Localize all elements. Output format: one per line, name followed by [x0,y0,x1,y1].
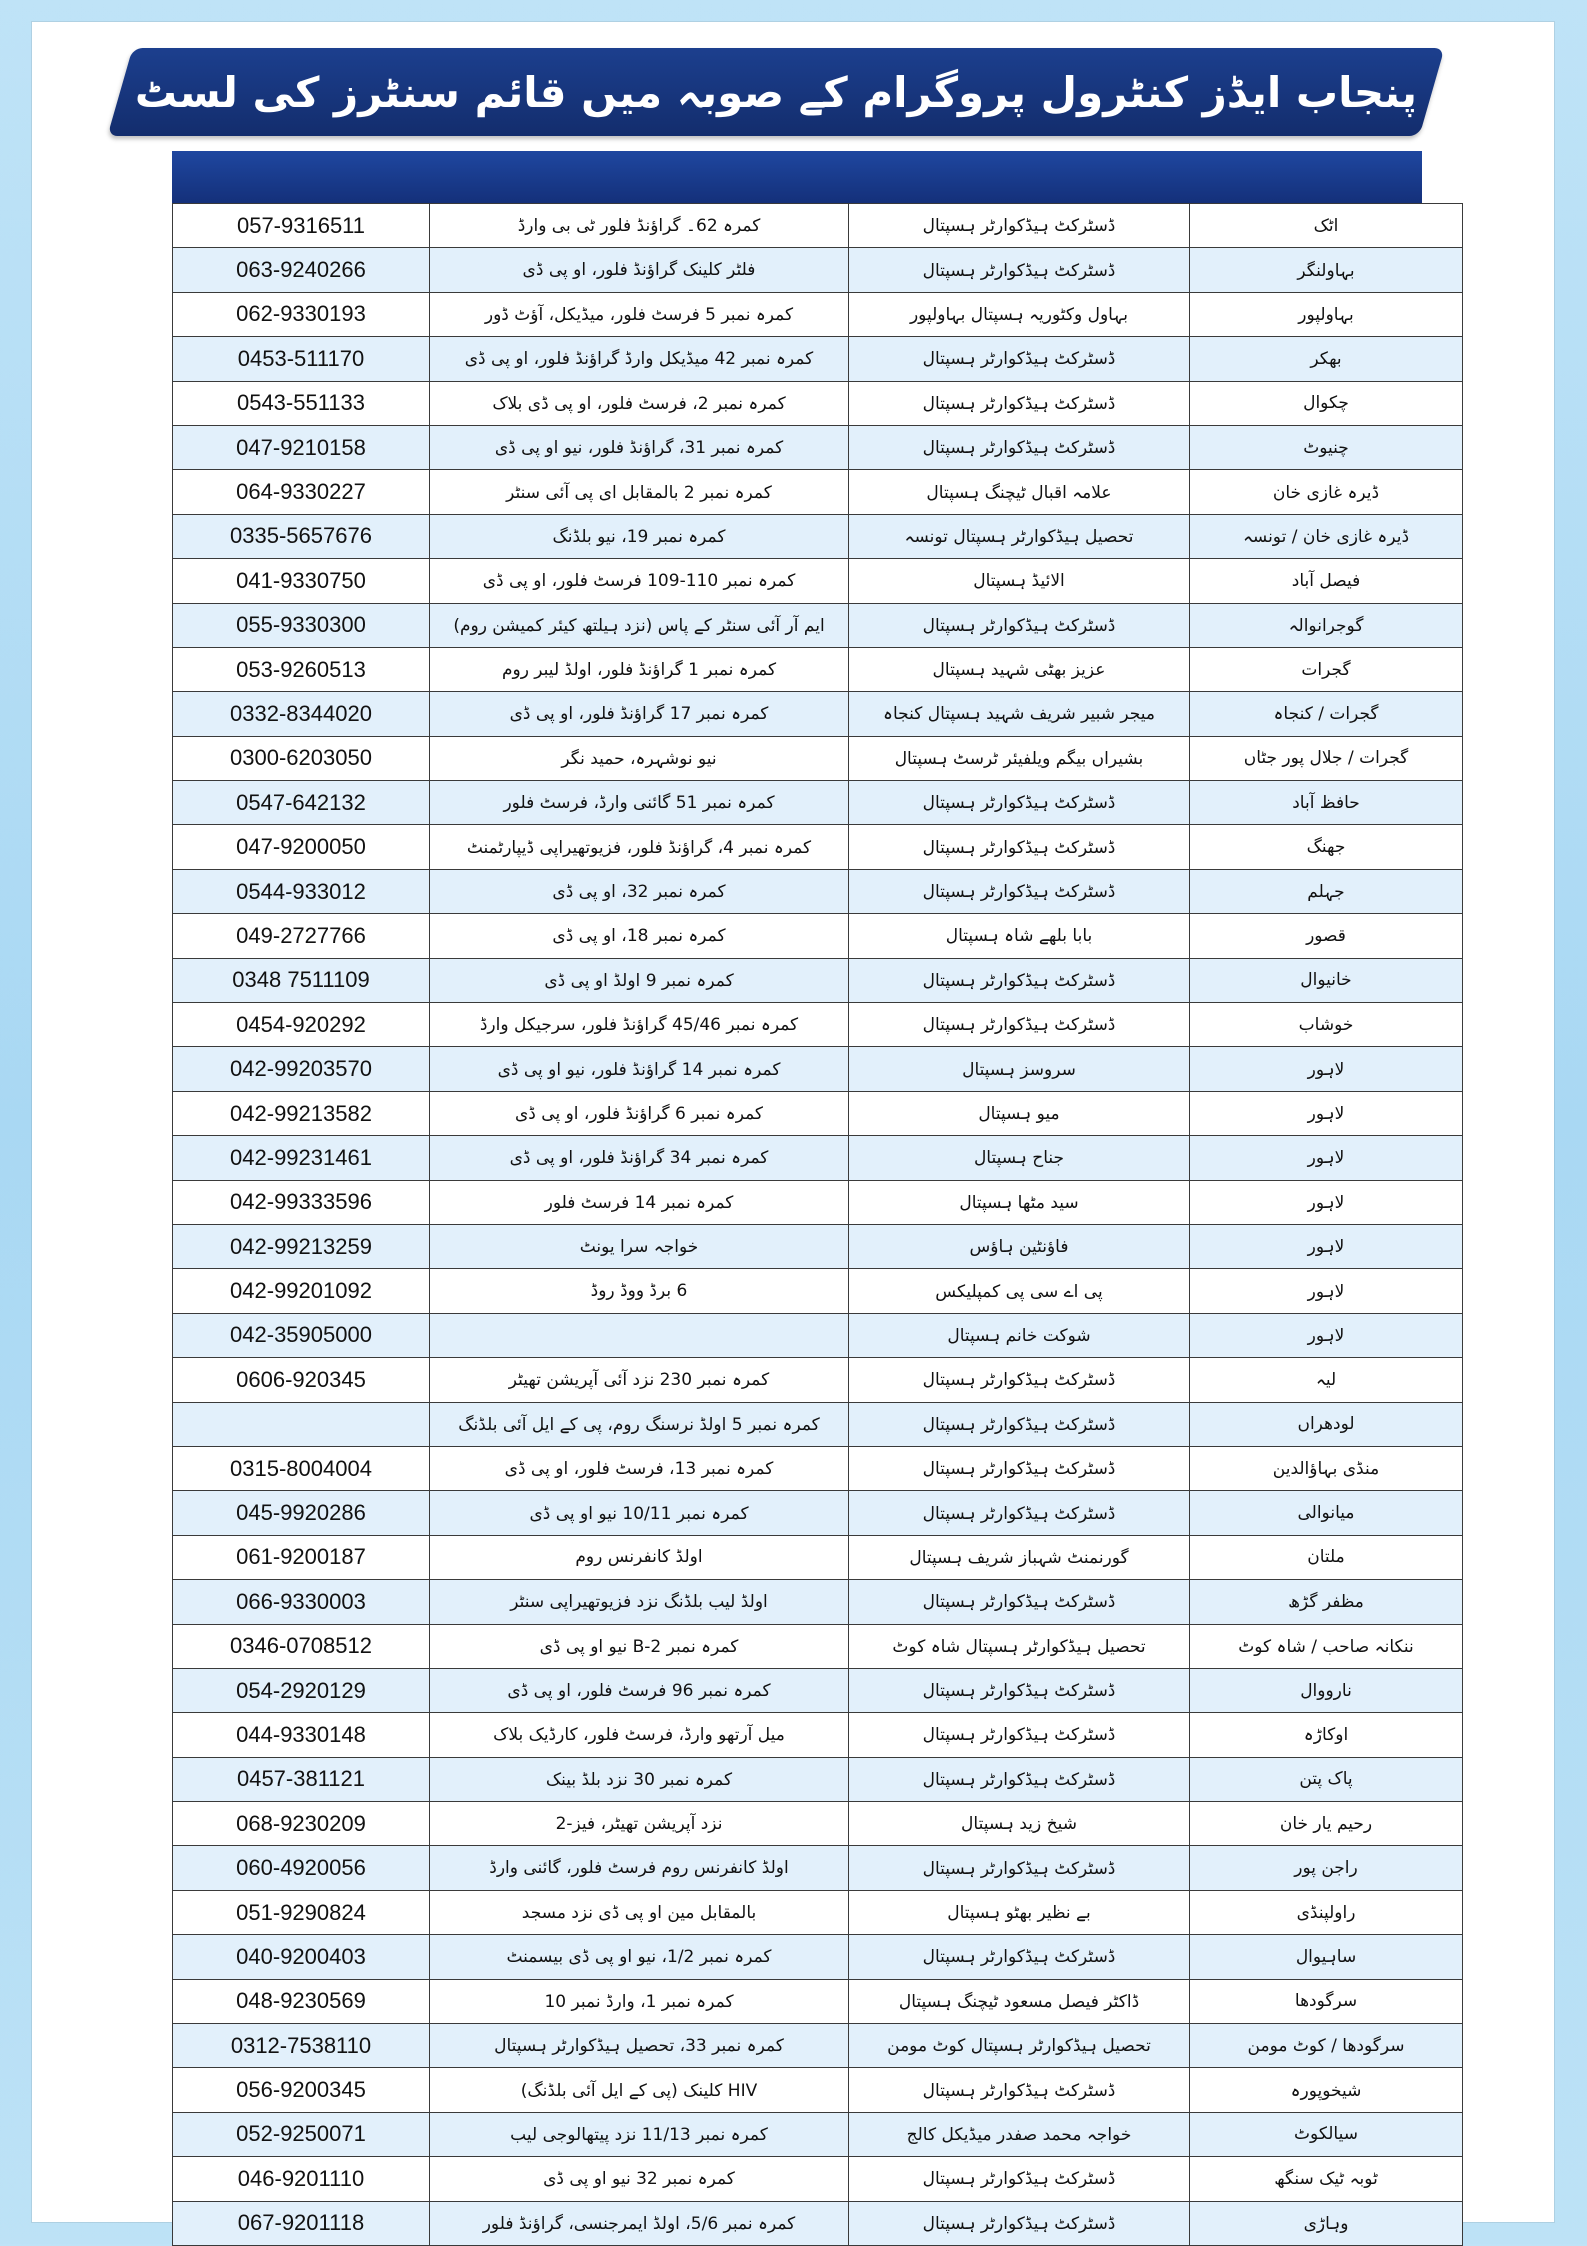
hospital-cell: بابا بلھے شاہ ہسپتال [849,914,1190,958]
address-cell: ایم آر آئی سنٹر کے پاس (نزد ہیلتھ کیئر کمیشن روم) [430,603,849,647]
hospital-cell: ڈسٹرکٹ ہیڈکوارٹر ہسپتال [849,1846,1190,1890]
district-cell: بہاولنگر [1190,248,1463,292]
address-cell: 6 برڈ ووڈ روڈ [430,1269,849,1313]
phone-cell: 053-9260513 [173,647,430,691]
address-cell: کمرہ نمبر 19، نیو بلڈنگ [430,514,849,558]
address-cell: اولڈ لیب بلڈنگ نزد فزیوتھیراپی سنٹر [430,1580,849,1624]
phone-cell: 068-9230209 [173,1802,430,1846]
address-cell: بالمقابل مین او پی ڈی نزد مسجد [430,1890,849,1934]
address-cell: کمرہ نمبر 30 نزد بلڈ بینک [430,1757,849,1801]
district-cell: لاہور [1190,1313,1463,1357]
hospital-cell: ڈسٹرکٹ ہیڈکوارٹر ہسپتال [849,248,1190,292]
centers-table [172,203,1463,2246]
phone-cell: 042-99203570 [173,1047,430,1091]
hospital-cell: علامہ اقبال ٹیچنگ ہسپتال [849,470,1190,514]
centers-table-wrapper [172,151,1422,2246]
hospital-cell: ڈسٹرکٹ ہیڈکوارٹر ہسپتال [849,1668,1190,1712]
table-row [173,2157,1463,2201]
table-header-bar [172,151,1422,203]
phone-cell: 042-99231461 [173,1136,430,1180]
table-row [173,337,1463,381]
phone-cell: 047-9200050 [173,825,430,869]
hospital-cell: ڈسٹرکٹ ہیڈکوارٹر ہسپتال [849,204,1190,248]
hospital-cell: ڈسٹرکٹ ہیڈکوارٹر ہسپتال [849,381,1190,425]
phone-cell: 042-99333596 [173,1180,430,1224]
district-cell: ڈیرہ غازی خان [1190,470,1463,514]
district-cell: لاہور [1190,1136,1463,1180]
phone-cell: 045-9920286 [173,1491,430,1535]
district-cell: لودھراں [1190,1402,1463,1446]
hospital-cell: ڈسٹرکٹ ہیڈکوارٹر ہسپتال [849,2157,1190,2201]
hospital-cell: ڈسٹرکٹ ہیڈکوارٹر ہسپتال [849,825,1190,869]
phone-cell: 0453-511170 [173,337,430,381]
table-row [173,204,1463,248]
phone-cell: 062-9330193 [173,292,430,336]
table-row [173,1313,1463,1357]
hospital-cell: الائیڈ ہسپتال [849,559,1190,603]
address-cell: کمرہ نمبر 2، فرسٹ فلور، او پی ڈی بلاک [430,381,849,425]
district-cell: لاہور [1190,1224,1463,1268]
district-cell: راجن پور [1190,1846,1463,1890]
hospital-cell: تحصیل ہیڈکوارٹر ہسپتال تونسہ [849,514,1190,558]
hospital-cell: ڈسٹرکٹ ہیڈکوارٹر ہسپتال [849,958,1190,1002]
phone-cell [173,1402,430,1446]
address-cell: کمرہ نمبر 33، تحصیل ہیڈکوارٹر ہسپتال [430,2024,849,2068]
table-row [173,1979,1463,2023]
phone-cell: 063-9240266 [173,248,430,292]
address-cell: کمرہ نمبر 10/11 نیو او پی ڈی [430,1491,849,1535]
address-cell: کمرہ 62۔ گراؤنڈ فلور ٹی بی وارڈ [430,204,849,248]
phone-cell: 0454-920292 [173,1003,430,1047]
hospital-cell: ڈسٹرکٹ ہیڈکوارٹر ہسپتال [849,425,1190,469]
district-cell: ساہیوال [1190,1935,1463,1979]
phone-cell: 051-9290824 [173,1890,430,1934]
table-row [173,1757,1463,1801]
table-row [173,1624,1463,1668]
district-cell: ننکانہ صاحب / شاہ کوٹ [1190,1624,1463,1668]
address-cell: نزد آپریشن تھیٹر، فیز-2 [430,1802,849,1846]
phone-cell: 042-99213259 [173,1224,430,1268]
hospital-cell: ڈسٹرکٹ ہیڈکوارٹر ہسپتال [849,1491,1190,1535]
hospital-cell: ڈسٹرکٹ ہیڈکوارٹر ہسپتال [849,1935,1190,1979]
phone-cell: 054-2920129 [173,1668,430,1712]
table-row [173,514,1463,558]
phone-cell: 047-9210158 [173,425,430,469]
district-cell: جہلم [1190,869,1463,913]
table-row [173,1003,1463,1047]
hospital-cell: شوکت خانم ہسپتال [849,1313,1190,1357]
phone-cell: 057-9316511 [173,204,430,248]
phone-cell: 0300-6203050 [173,736,430,780]
table-row [173,425,1463,469]
phone-cell: 056-9200345 [173,2068,430,2112]
district-cell: خوشاب [1190,1003,1463,1047]
phone-cell: 061-9200187 [173,1535,430,1579]
hospital-cell: میجر شبیر شریف شہید ہسپتال کنجاہ [849,692,1190,736]
district-cell: ڈیرہ غازی خان / تونسہ [1190,514,1463,558]
address-cell: خواجہ سرا یونٹ [430,1224,849,1268]
table-row [173,1935,1463,1979]
hospital-cell: عزیز بھٹی شہید ہسپتال [849,647,1190,691]
hospital-cell: ڈسٹرکٹ ہیڈکوارٹر ہسپتال [849,337,1190,381]
district-cell: بھکر [1190,337,1463,381]
table-row [173,292,1463,336]
district-cell: گجرات / کنجاہ [1190,692,1463,736]
address-cell: کمرہ نمبر 4، گراؤنڈ فلور، فزیوتھیراپی ڈیپارٹمنٹ [430,825,849,869]
hospital-cell: بہاول وکٹوریہ ہسپتال بہاولپور [849,292,1190,336]
address-cell: کمرہ نمبر 110-109 فرسٹ فلور، او پی ڈی [430,559,849,603]
address-cell: میل آرتھو وارڈ، فرسٹ فلور، کارڈیک بلاک [430,1713,849,1757]
hospital-cell: ڈسٹرکٹ ہیڈکوارٹر ہسپتال [849,1402,1190,1446]
district-cell: لاہور [1190,1047,1463,1091]
district-cell: گوجرانوالہ [1190,603,1463,647]
page-title: پنجاب ایڈز کنٹرول پروگرام کے صوبہ میں قائم سنٹرز کی لسٹ [134,67,1418,117]
hospital-cell: ڈسٹرکٹ ہیڈکوارٹر ہسپتال [849,869,1190,913]
district-cell: سیالکوٹ [1190,2112,1463,2156]
table-row [173,470,1463,514]
table-row [173,1047,1463,1091]
address-cell: کمرہ نمبر 2-B نیو او پی ڈی [430,1624,849,1668]
table-row [173,1358,1463,1402]
address-cell: کمرہ نمبر 11/13 نزد پیتھالوجی لیب [430,2112,849,2156]
table-row [173,248,1463,292]
phone-cell: 040-9200403 [173,1935,430,1979]
address-cell: کمرہ نمبر 18، او پی ڈی [430,914,849,958]
phone-cell: 055-9330300 [173,603,430,647]
phone-cell: 041-9330750 [173,559,430,603]
table-row [173,381,1463,425]
district-cell: ملتان [1190,1535,1463,1579]
hospital-cell: خواجہ محمد صفدر میڈیکل کالج [849,2112,1190,2156]
table-row [173,1402,1463,1446]
address-cell: کمرہ نمبر 51 گائنی وارڈ، فرسٹ فلور [430,781,849,825]
address-cell: کمرہ نمبر 2 بالمقابل ای پی آئی سنٹر [430,470,849,514]
district-cell: سرگودھا [1190,1979,1463,2023]
phone-cell: 066-9330003 [173,1580,430,1624]
address-cell: کمرہ نمبر 45/46 گراؤنڈ فلور، سرجیکل وارڈ [430,1003,849,1047]
phone-cell: 0544-933012 [173,869,430,913]
hospital-cell: ڈاکٹر فیصل مسعود ٹیچنگ ہسپتال [849,1979,1190,2023]
phone-cell: 0332-8344020 [173,692,430,736]
district-cell: منڈی بہاؤالدین [1190,1446,1463,1490]
phone-cell: 0457-381121 [173,1757,430,1801]
table-row [173,1890,1463,1934]
district-cell: میانوالی [1190,1491,1463,1535]
hospital-cell: ڈسٹرکٹ ہیڈکوارٹر ہسپتال [849,1580,1190,1624]
phone-cell: 0335-5657676 [173,514,430,558]
district-cell: خانیوال [1190,958,1463,1002]
address-cell: کمرہ نمبر 230 نزد آئی آپریشن تھیٹر [430,1358,849,1402]
district-cell: وہاڑی [1190,2201,1463,2245]
hospital-cell: ڈسٹرکٹ ہیڈکوارٹر ہسپتال [849,781,1190,825]
district-cell: گجرات [1190,647,1463,691]
table-row [173,1668,1463,1712]
phone-cell: 0312-7538110 [173,2024,430,2068]
district-cell: بہاولپور [1190,292,1463,336]
hospital-cell: میو ہسپتال [849,1091,1190,1135]
address-cell: نیو نوشہرہ، حمید نگر [430,736,849,780]
phone-cell: 0348 7511109 [173,958,430,1002]
table-row [173,1091,1463,1135]
table-row [173,2024,1463,2068]
district-cell: شیخوپورہ [1190,2068,1463,2112]
district-cell: لاہور [1190,1269,1463,1313]
address-cell: کمرہ نمبر 14 گراؤنڈ فلور، نیو او پی ڈی [430,1047,849,1091]
phone-cell: 064-9330227 [173,470,430,514]
address-cell: فلٹر کلینک گراؤنڈ فلور، او پی ڈی [430,248,849,292]
table-row [173,1713,1463,1757]
hospital-cell: سید مٹھا ہسپتال [849,1180,1190,1224]
phone-cell: 044-9330148 [173,1713,430,1757]
hospital-cell: ڈسٹرکٹ ہیڈکوارٹر ہسپتال [849,1713,1190,1757]
district-cell: گجرات / جلال پور جٹاں [1190,736,1463,780]
hospital-cell: بے نظیر بھٹو ہسپتال [849,1890,1190,1934]
table-row [173,1446,1463,1490]
hospital-cell: تحصیل ہیڈکوارٹر ہسپتال کوٹ مومن [849,2024,1190,2068]
phone-cell: 052-9250071 [173,2112,430,2156]
hospital-cell: ڈسٹرکٹ ہیڈکوارٹر ہسپتال [849,1358,1190,1402]
address-cell: کمرہ نمبر 17 گراؤنڈ فلور، او پی ڈی [430,692,849,736]
district-cell: پاک پتن [1190,1757,1463,1801]
address-cell: کمرہ نمبر 1/2، نیو او پی ڈی بیسمنٹ [430,1935,849,1979]
address-cell: اولڈ کانفرنس روم فرسٹ فلور، گائنی وارڈ [430,1846,849,1890]
district-cell: حافظ آباد [1190,781,1463,825]
address-cell: کمرہ نمبر 5 اولڈ نرسنگ روم، پی کے ایل آئی بلڈنگ [430,1402,849,1446]
district-cell: رحیم یار خان [1190,1802,1463,1846]
address-cell: اولڈ کانفرنس روم [430,1535,849,1579]
district-cell: اٹک [1190,204,1463,248]
hospital-cell: ڈسٹرکٹ ہیڈکوارٹر ہسپتال [849,2201,1190,2245]
table-row [173,1580,1463,1624]
hospital-cell: بشیراں بیگم ویلفیئر ٹرسٹ ہسپتال [849,736,1190,780]
table-row [173,692,1463,736]
district-cell: راولپنڈی [1190,1890,1463,1934]
table-row [173,2068,1463,2112]
address-cell: کمرہ نمبر 1 گراؤنڈ فلور، اولڈ لیبر روم [430,647,849,691]
table-row [173,2112,1463,2156]
address-cell: کمرہ نمبر 42 میڈیکل وارڈ گراؤنڈ فلور، او پی ڈی [430,337,849,381]
phone-cell: 0315-8004004 [173,1446,430,1490]
table-row [173,1269,1463,1313]
table-row [173,2201,1463,2245]
district-cell: چنیوٹ [1190,425,1463,469]
address-cell: کمرہ نمبر 96 فرسٹ فلور، او پی ڈی [430,1668,849,1712]
hospital-cell: گورنمنٹ شہباز شریف ہسپتال [849,1535,1190,1579]
phone-cell: 0543-551133 [173,381,430,425]
phone-cell: 0606-920345 [173,1358,430,1402]
table-row [173,559,1463,603]
address-cell: کمرہ نمبر 31، گراؤنڈ فلور، نیو او پی ڈی [430,425,849,469]
hospital-cell: پی اے سی پی کمپلیکس [849,1269,1190,1313]
hospital-cell: ڈسٹرکٹ ہیڈکوارٹر ہسپتال [849,2068,1190,2112]
phone-cell: 042-35905000 [173,1313,430,1357]
table-row [173,1802,1463,1846]
phone-cell: 049-2727766 [173,914,430,958]
table-row [173,958,1463,1002]
phone-cell: 046-9201110 [173,2157,430,2201]
district-cell: سرگودھا / کوٹ مومن [1190,2024,1463,2068]
phone-cell: 067-9201118 [173,2201,430,2245]
table-row [173,1136,1463,1180]
phone-cell: 0547-642132 [173,781,430,825]
district-cell: قصور [1190,914,1463,958]
hospital-cell: تحصیل ہیڈکوارٹر ہسپتال شاہ کوٹ [849,1624,1190,1668]
table-row [173,647,1463,691]
phone-cell: 0346-0708512 [173,1624,430,1668]
address-cell: کمرہ نمبر 32، او پی ڈی [430,869,849,913]
hospital-cell: ڈسٹرکٹ ہیڈکوارٹر ہسپتال [849,1757,1190,1801]
hospital-cell: جناح ہسپتال [849,1136,1190,1180]
table-row [173,1224,1463,1268]
hospital-cell: سروسز ہسپتال [849,1047,1190,1091]
table-row [173,1535,1463,1579]
address-cell: کمرہ نمبر 32 نیو او پی ڈی [430,2157,849,2201]
hospital-cell: فاؤنٹین ہاؤس [849,1224,1190,1268]
table-row [173,736,1463,780]
district-cell: مظفر گڑھ [1190,1580,1463,1624]
hospital-cell: ڈسٹرکٹ ہیڈکوارٹر ہسپتال [849,1003,1190,1047]
address-cell: کمرہ نمبر 13، فرسٹ فلور، او پی ڈی [430,1446,849,1490]
address-cell: کمرہ نمبر 5 فرسٹ فلور، میڈیکل، آؤٹ ڈور [430,292,849,336]
table-row [173,1180,1463,1224]
district-cell: چکوال [1190,381,1463,425]
district-cell: اوکاڑہ [1190,1713,1463,1757]
address-cell: کمرہ نمبر 6 گراؤنڈ فلور، او پی ڈی [430,1091,849,1135]
table-row [173,781,1463,825]
address-cell: کمرہ نمبر 9 اولڈ او پی ڈی [430,958,849,1002]
address-cell [430,1313,849,1357]
phone-cell: 042-99201092 [173,1269,430,1313]
table-row [173,869,1463,913]
district-cell: فیصل آباد [1190,559,1463,603]
table-row [173,603,1463,647]
district-cell: لاہور [1190,1091,1463,1135]
district-cell: لیہ [1190,1358,1463,1402]
phone-cell: 042-99213582 [173,1091,430,1135]
hospital-cell: ڈسٹرکٹ ہیڈکوارٹر ہسپتال [849,1446,1190,1490]
phone-cell: 060-4920056 [173,1846,430,1890]
address-cell: کمرہ نمبر 1، وارڈ نمبر 10 [430,1979,849,2023]
hospital-cell: شیخ زید ہسپتال [849,1802,1190,1846]
district-cell: لاہور [1190,1180,1463,1224]
address-cell: HIV کلینک (پی کے ایل آئی بلڈنگ) [430,2068,849,2112]
district-cell: نارووال [1190,1668,1463,1712]
phone-cell: 048-9230569 [173,1979,430,2023]
address-cell: کمرہ نمبر 14 فرسٹ فلور [430,1180,849,1224]
address-cell: کمرہ نمبر 34 گراؤنڈ فلور، او پی ڈی [430,1136,849,1180]
district-cell: ٹوبہ ٹیک سنگھ [1190,2157,1463,2201]
table-row [173,1846,1463,1890]
table-row [173,1491,1463,1535]
address-cell: کمرہ نمبر 5/6، اولڈ ایمرجنسی، گراؤنڈ فلور [430,2201,849,2245]
table-row [173,825,1463,869]
district-cell: جھنگ [1190,825,1463,869]
table-row [173,914,1463,958]
hospital-cell: ڈسٹرکٹ ہیڈکوارٹر ہسپتال [849,603,1190,647]
